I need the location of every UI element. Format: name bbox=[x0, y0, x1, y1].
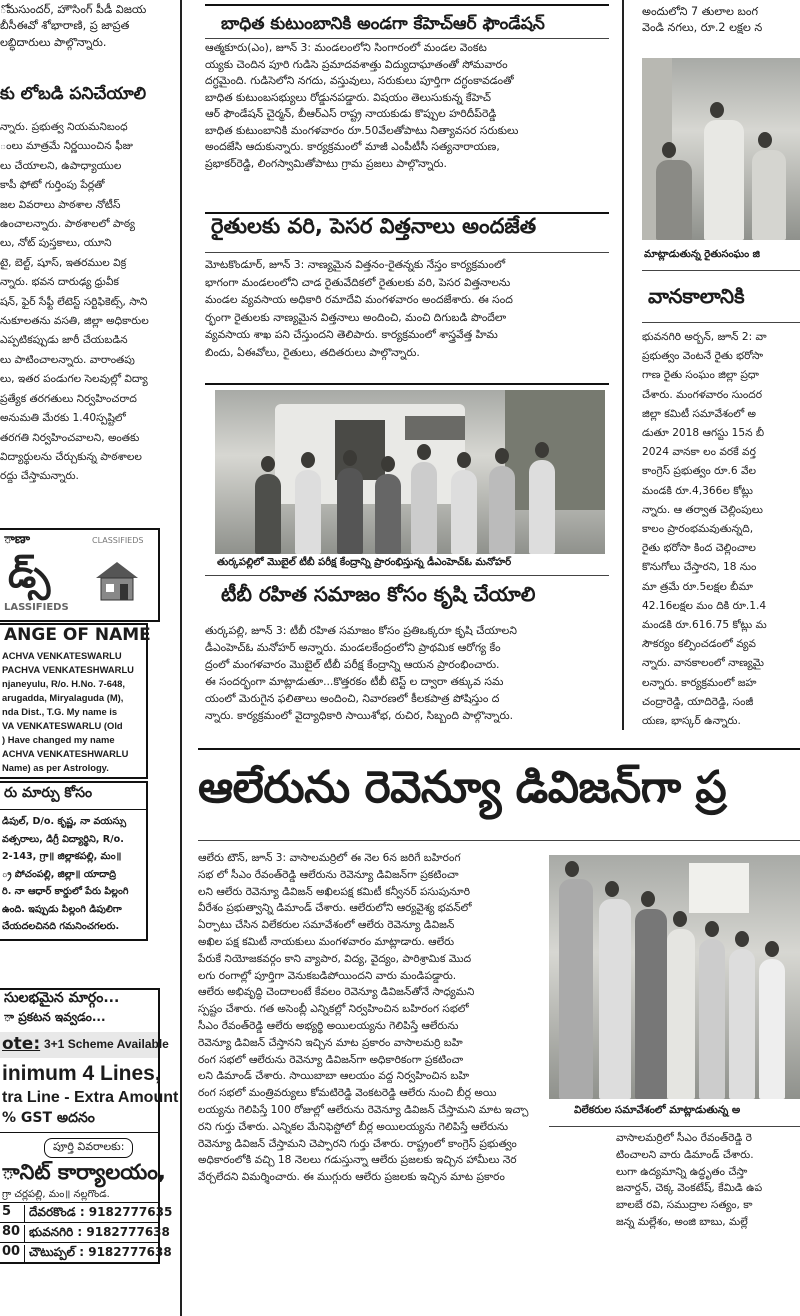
story1-body: ఆత్మకూరు(ఎం), జూన్ 3: మండలంలోని సింగారంలో మండల వెంకట య్యకు చెందిన పూరి గుడిసె ప్రమాదవశాత్తు విద్యుదాఘాతంతో సోమవారం దగ్ధమైంది. గుడిసెలోని నగదు, వస్తువులు, సరుకులు పూర్తిగా దగ్ధంకావడంతో బాధిత కుటుంబసభ్యులు రోడ్డునపడ్డారు. విషయం తెలుసుకున్న కేహెచ్ ఆర్ ఫౌండేషన్ చైర్మన్, బీఆర్ఎస్ రాష్ట్ర నాయకుడు కొప్పుల హరిదీప్‌రెడ్డి బాధిత కుటుంబానికి మంగళవారం రూ.50వేలతోపాటు నిత్యావసర సరుకులు అందజేసి ఆదుకున్నారు. కార్యక్రమంలో మాజీ ఎంపీటీసీ సత్యనారాయణ, ప్రభాకర్‌రెడ్డి, లింగస్వామితోపాటు గ్రామ ప్రజలు పాల్గొన్నారు. bbox=[205, 41, 519, 170]
office-address: గ్రా చర్లపల్లి, మం॥ నల్లగొండ. bbox=[2, 1189, 110, 1200]
easy-way-line2: ా ప్రకటన ఇవ్వడం... bbox=[4, 1010, 106, 1024]
gst-note: % GST అదనం bbox=[2, 1110, 95, 1126]
press-photo-caption: విలేకరుల సమావేశంలో మాట్లాడుతున్న అ bbox=[574, 1104, 741, 1116]
story3-headline: టీబీ రహిత సమాజం కోసం కృషి చేయాలి bbox=[221, 582, 536, 606]
right-headline: వానకాలానికి bbox=[648, 284, 745, 308]
change-of-name-ad bbox=[0, 623, 151, 779]
left-top-text: ోమసుందర్, హౌసింగ్ పీడీ విజయ బీసీఈవో శోభారాణి, ప్ర జాప్రత లబ్ధిదారులు పాల్గొన్నారు. bbox=[0, 3, 147, 49]
lead-body: ఆలేరు టౌన్, జూన్ 3: వాసాలమర్రిలో ఈ నెల 6న జరిగే బహిరంగ సభ లో సీఎం రేవంత్‌రెడ్డి ఆలేరును రెవెన్యూ డివిజన్‌గా ప్రకటించా లని ఆలేరు రెవెన్యూ డివిజన్ అఖిలపక్ష కమిటీ కన్వీనర్ పసుపునూరి వీరేశం ప్రభుత్వాన్ని డిమాండ్ చేశారు. ఆలేరులోని ఆర్యవైశ్య భవన్‌లో ఏర్పాటు చేసిన విలేకరుల సమావేశంలో ఆలేరు రెవెన్యూ డివిజన్ అఖిల పక్ష కమిటీ నాయకులు మంగళవారం మాట్లాడారు. ఆలేరు పేరుకే నియోజకవర్గం కాని వ్యాపార, విద్య, వైద్యం, పారిశ్రామిక మొద లగు రంగాల్లో పూర్తిగా వెనుకబడిపోయిందని వారు మండిపడ్డారు. ఆలేరు అభివృద్ధి చెందాలంటే కేవలం రెవెన్యూ డివిజన్‌తోనే సాధ్యమని స్పష్టం చేశారు. గత అసెంబ్లీ ఎన్నికల్లో నిర్వహించిన బహిరంగ సభలో సీఎం రేవంత్‌రెడ్డి ఆలేరు అభ్యర్థి అయిలయ్యను గెలిపిస్తే ఆలేరును రెవెన్యూ డివిజన్ చేస్తానని ఇచ్చిన మాట ప్రకారం వాసాలమర్రి బహి రంగ సభలో ఆలేరును రెవెన్యూ డివిజన్‌గా అధికారికంగా ప్రకటించా లని డిమాండ్ చేశారు. సాయిబాబా ఆలయం వద్ద నిర్వహించిన బహి రంగ సభలో మంత్రివర్యులు కోమటిరెడ్డి వెంకటరెడ్డి ఆలేరు నుంచి బీర్ల అయి లయ్యను గెలిపిస్తే 100 రోజుల్లో ఆలేరును రెవెన్యూ డివిజన్ చేస్తామని మాట ఇచ్చా రని గుర్తు చేశారు. ఎన్నికల మేనిఫెస్టోలో బీర్ల అయిలయ్యను గెలిపిస్తే ఆలేరును రెవెన్యూ డివిజన్ చేస్తామని చెప్పారని గుర్తు చేశారు. రాష్ట్రంలో కాంగ్రెస్ ప్రభుత్వం అధికారంలోకి వచ్చి 18 నెలలు గడుస్తున్నా ఆలేరు ప్రజలకు ఇచ్చిన హామీలు నెర వేర్చలేదని విమర్శించారు. ఈ ముగ్గురు ఆలేరు ప్రజలకు ఇచ్చిన మాట ప్రకారం bbox=[198, 852, 529, 1184]
column-divider bbox=[622, 0, 624, 730]
right-top-text: అందులోని 7 తులాల బంగ వెండి నగలు, రూ.2 లక్షల న bbox=[642, 5, 763, 35]
office-name: ానిట్ కార్యాలయం, bbox=[2, 1160, 166, 1184]
press-meet-photo bbox=[549, 855, 800, 1099]
right-body-text: భువనగిరి అర్బన్, జూన్ 2: వా ప్రభుత్వం వెంటనే రైతు భరోసా గాణ రైతు సంఘం జిల్లా ప్రధా చేశారు. మంగళవారం సుందర జిల్లా కమిటీ సమావేశంలో అ డుతూ 2018 ఆగస్టు 15న బీ 2024 వానకా లం వరకే వర్త కాంగ్రెస్ ప్రభుత్వం రూ.6 వేల మండకి రూ.4,366ల కోట్లు న్నారు. ఆ తర్వాత చెల్లింపులు కాలం ప్రారంభమవుతున్నది, రైతు భరోసా కింద చెల్లించాల కొనుగోలు చేస్తారని, 18 నుం మా త్రమే రూ.5లక్షల బీమా 42.16లక్షల మం దికి రూ.1.4 మండకి రూ.616.75 కోట్లు మ సౌకర్యం కల్పించడంలో వ్యవ న్నారు. వానకాలంలో నాణ్యమై లన్నారు. కార్యక్రమంలో జహ చంద్రారెడ్డి, యాదిరెడ్డి, సంజీ యణ, భాస్కర్ ఉన్నారు. bbox=[642, 331, 767, 728]
classifieds-banner-top: ాణా bbox=[4, 532, 31, 547]
lead-headline: ఆలేరును రెవెన్యూ డివిజన్‌గా ప్ర bbox=[198, 762, 727, 813]
phone-row: 80 భువనగిరి : 9182777638 bbox=[0, 1223, 158, 1243]
right-column bbox=[642, 0, 800, 740]
story2-body: మోటకొండూర్, జూన్ 3: నాణ్యమైన విత్తనం-రైతన్నకు నేస్తం కార్యక్రమంలో భాగంగా మండలంలోని చాడ రైతువేదికలో రైతులకు వరి, పెసర విత్తనాలను మండల వ్యవసాయ అధికారి రమాదేవి మంగళవారం అందజేశారు. ఈ సంద ర్భంగా రైతులకు నాణ్యమైన విత్తనాలు అందించి, మంచి దిగుబడి పొందేలా వ్యవసాయ శాఖ పని చేస్తుందని తెలిపారు. కార్యక్రమంలో శాస్త్రవేత్త హిమ బిందు, ఏఈవోలు, రైతులు, తదితరులు పాల్గొన్నారు. bbox=[205, 258, 513, 359]
farmers-meeting-photo bbox=[642, 58, 800, 240]
details-tab: పూర్తి వివరాలకు: bbox=[44, 1138, 133, 1158]
name-change-text: డిపుల్, D/o. కృష్ణ, నా వయస్సు వత్సరాలు, డిగ్రీ విద్యార్థిని, R/o. 2-143, గ్రా॥ జిల్లాకపల్లి, మం॥ ్ర పోచంపల్లి, జిల్లా॥ యాదాద్రి రి. నా ఆధార్ కార్డులో పేరు పిల్లంగి ఉంది. ఇప్పుడు పిల్లంగి డిపులిగా చేయదలచినది గమనించగలరు. bbox=[2, 816, 129, 932]
easy-way-line1: సులభమైన మార్గం... bbox=[4, 990, 120, 1006]
change-of-name-title: ANGE OF NAME bbox=[4, 625, 151, 645]
left-body-text: న్నారు. ప్రభుత్వ నియమనిబంధ ంలు మాత్రమే నిర్ణయించిన ఫీజు లు చేయాలని, ఉపాధ్యాయుల కాపీ ఫోటో గుర్తింపు పేర్లతో జల వివరాలు పాఠశాల నోటీస్ ఉంచాలన్నారు. పాఠశాలలో పాఠ్య లు, నోట్ పుస్తకాలు, యూని టై, బెల్ట్, షూస్, ఇతరముల విక్ర న్నారు. భవన దారుఢ్య ధ్రువీక షన్, ఫైర్ సేఫ్టీ లేటెస్ట్ సర్టిఫికెట్స్, సాని నుకూలతను వసతి, జిల్లా అధికారుల ఎప్పటికప్పుడు జారీ చేయబడిన లు పాటించాలన్నారు. వారాంతపు లు, ఇతర పండుగల సెలవుల్లో విద్యా ప్రత్యేక తరగతులు నిర్వహించరాద అనుమతి మేరకు 1.40స్పష్టిలో తరగతి నిర్వహించవాలని, అంతకు విద్యార్థులను చేర్చుకున్న పాఠశాలల రద్దు చేస్తామన్నారు. bbox=[0, 121, 149, 483]
story3-body: తుర్కపల్లి, జూన్ 3: టీబీ రహిత సమాజం కోసం ప్రతిఒక్కరూ కృషి చేయాలని డీఎంహెచ్ఓ మనోహర్ అన్నారు. మండలకేంద్రంలోని ప్రాథమిక ఆరోగ్య కేం ద్రంలో మంగళవారం మొబైల్ టీబీ పరీక్ష కేంద్రాన్ని ఆయన ప్రారంభించారు. ఈ సందర్భంగా మాట్లాడుతూ...కొత్తరకం టీబీ టెస్ట్ ల ద్వారా తక్కువ సమ యంలో మెరుగైన ఫలితాలు అందించి, నివారణలో కీలకపాత్ర పోషిస్తుం ద న్నారు. కార్యక్రమంలో వైద్యాధికారి సాయిశోభ, రుచిర, సిబ్బంది పాల్గొన్నారు. bbox=[205, 624, 517, 722]
phone-row: 5 దేవరకొండ : 9182777635 bbox=[0, 1203, 158, 1223]
lead-right-text: వాసాలమర్రిలో సీఎం రేవంత్‌రెడ్డి రె టించాలని వారు డిమాండ్ చేశారు. లుగా ఉద్యమాన్ని ఉద్ధృతం చేస్తా జనార్దన్, చెక్క వెంకటేష్, కేమిడి ఉప బాలబే రవి, సముద్రాల సత్యం, కా జన్న మల్లేశం, అంజి బాబు, మల్లే bbox=[616, 1132, 763, 1228]
min-lines: inimum 4 Lines, bbox=[2, 1062, 161, 1085]
mobile-tb-van-photo bbox=[215, 390, 605, 554]
phone-list bbox=[0, 1203, 173, 1262]
story1-headline: బాధిత కుటుంబానికి అండగా కేహెచ్ఆర్ ఫౌండేషన్ bbox=[221, 14, 545, 34]
name-change-ad bbox=[0, 781, 148, 941]
story2-headline: రైతులకు వరి, పెసర విత్తనాలు అందజేత bbox=[211, 214, 537, 238]
tb-photo-caption: తుర్కపల్లిలో మొబైల్ టీబీ పరీక్ష కేంద్రాన్ని ప్రారంభిస్తున్న డీఎంహెచ్ఓ మనోహర్ bbox=[217, 557, 512, 568]
pricing-ad bbox=[0, 988, 179, 1264]
note-label: ote: bbox=[2, 1034, 41, 1054]
phone-row: 00 చౌటుప్పల్ : 9182777638 bbox=[0, 1243, 158, 1262]
change-of-name-text: ACHVA VENKATESWARLU PACHVA VENKATESHWARLU njaneyulu, R/o. H.No. 7-648, arugadda, Miryalaguda (M), nda Dist., T.G. My name is VA VENKATESWARLU (Old ) Have changed my name ACHVA VENKATESHWARLU Name) as per Astrology. bbox=[2, 650, 134, 773]
extra-line: tra Line - Extra Amount bbox=[2, 1089, 179, 1106]
middle-column bbox=[205, 0, 609, 730]
left-headline: కు లోబడి పనిచేయాలి bbox=[0, 84, 147, 104]
column-divider bbox=[180, 0, 182, 1316]
lead-story bbox=[198, 748, 800, 1316]
note-scheme: 3+1 Scheme Available bbox=[44, 1037, 169, 1051]
classifieds-banner-bottom: LASSIFIEDS bbox=[4, 602, 69, 613]
house-icon bbox=[92, 558, 142, 602]
classifieds-banner-small: CLASSIFIEDS bbox=[92, 536, 144, 545]
name-change-title: రు మార్పు కోసం bbox=[4, 785, 93, 801]
classifieds-banner bbox=[0, 528, 160, 622]
classifieds-banner-word: డ్స్ bbox=[8, 552, 51, 596]
farmers-photo-caption: మాట్లాడుతున్న రైతుసంఘం జి bbox=[644, 249, 760, 260]
left-column bbox=[0, 0, 179, 1316]
note-row bbox=[0, 1032, 169, 1058]
